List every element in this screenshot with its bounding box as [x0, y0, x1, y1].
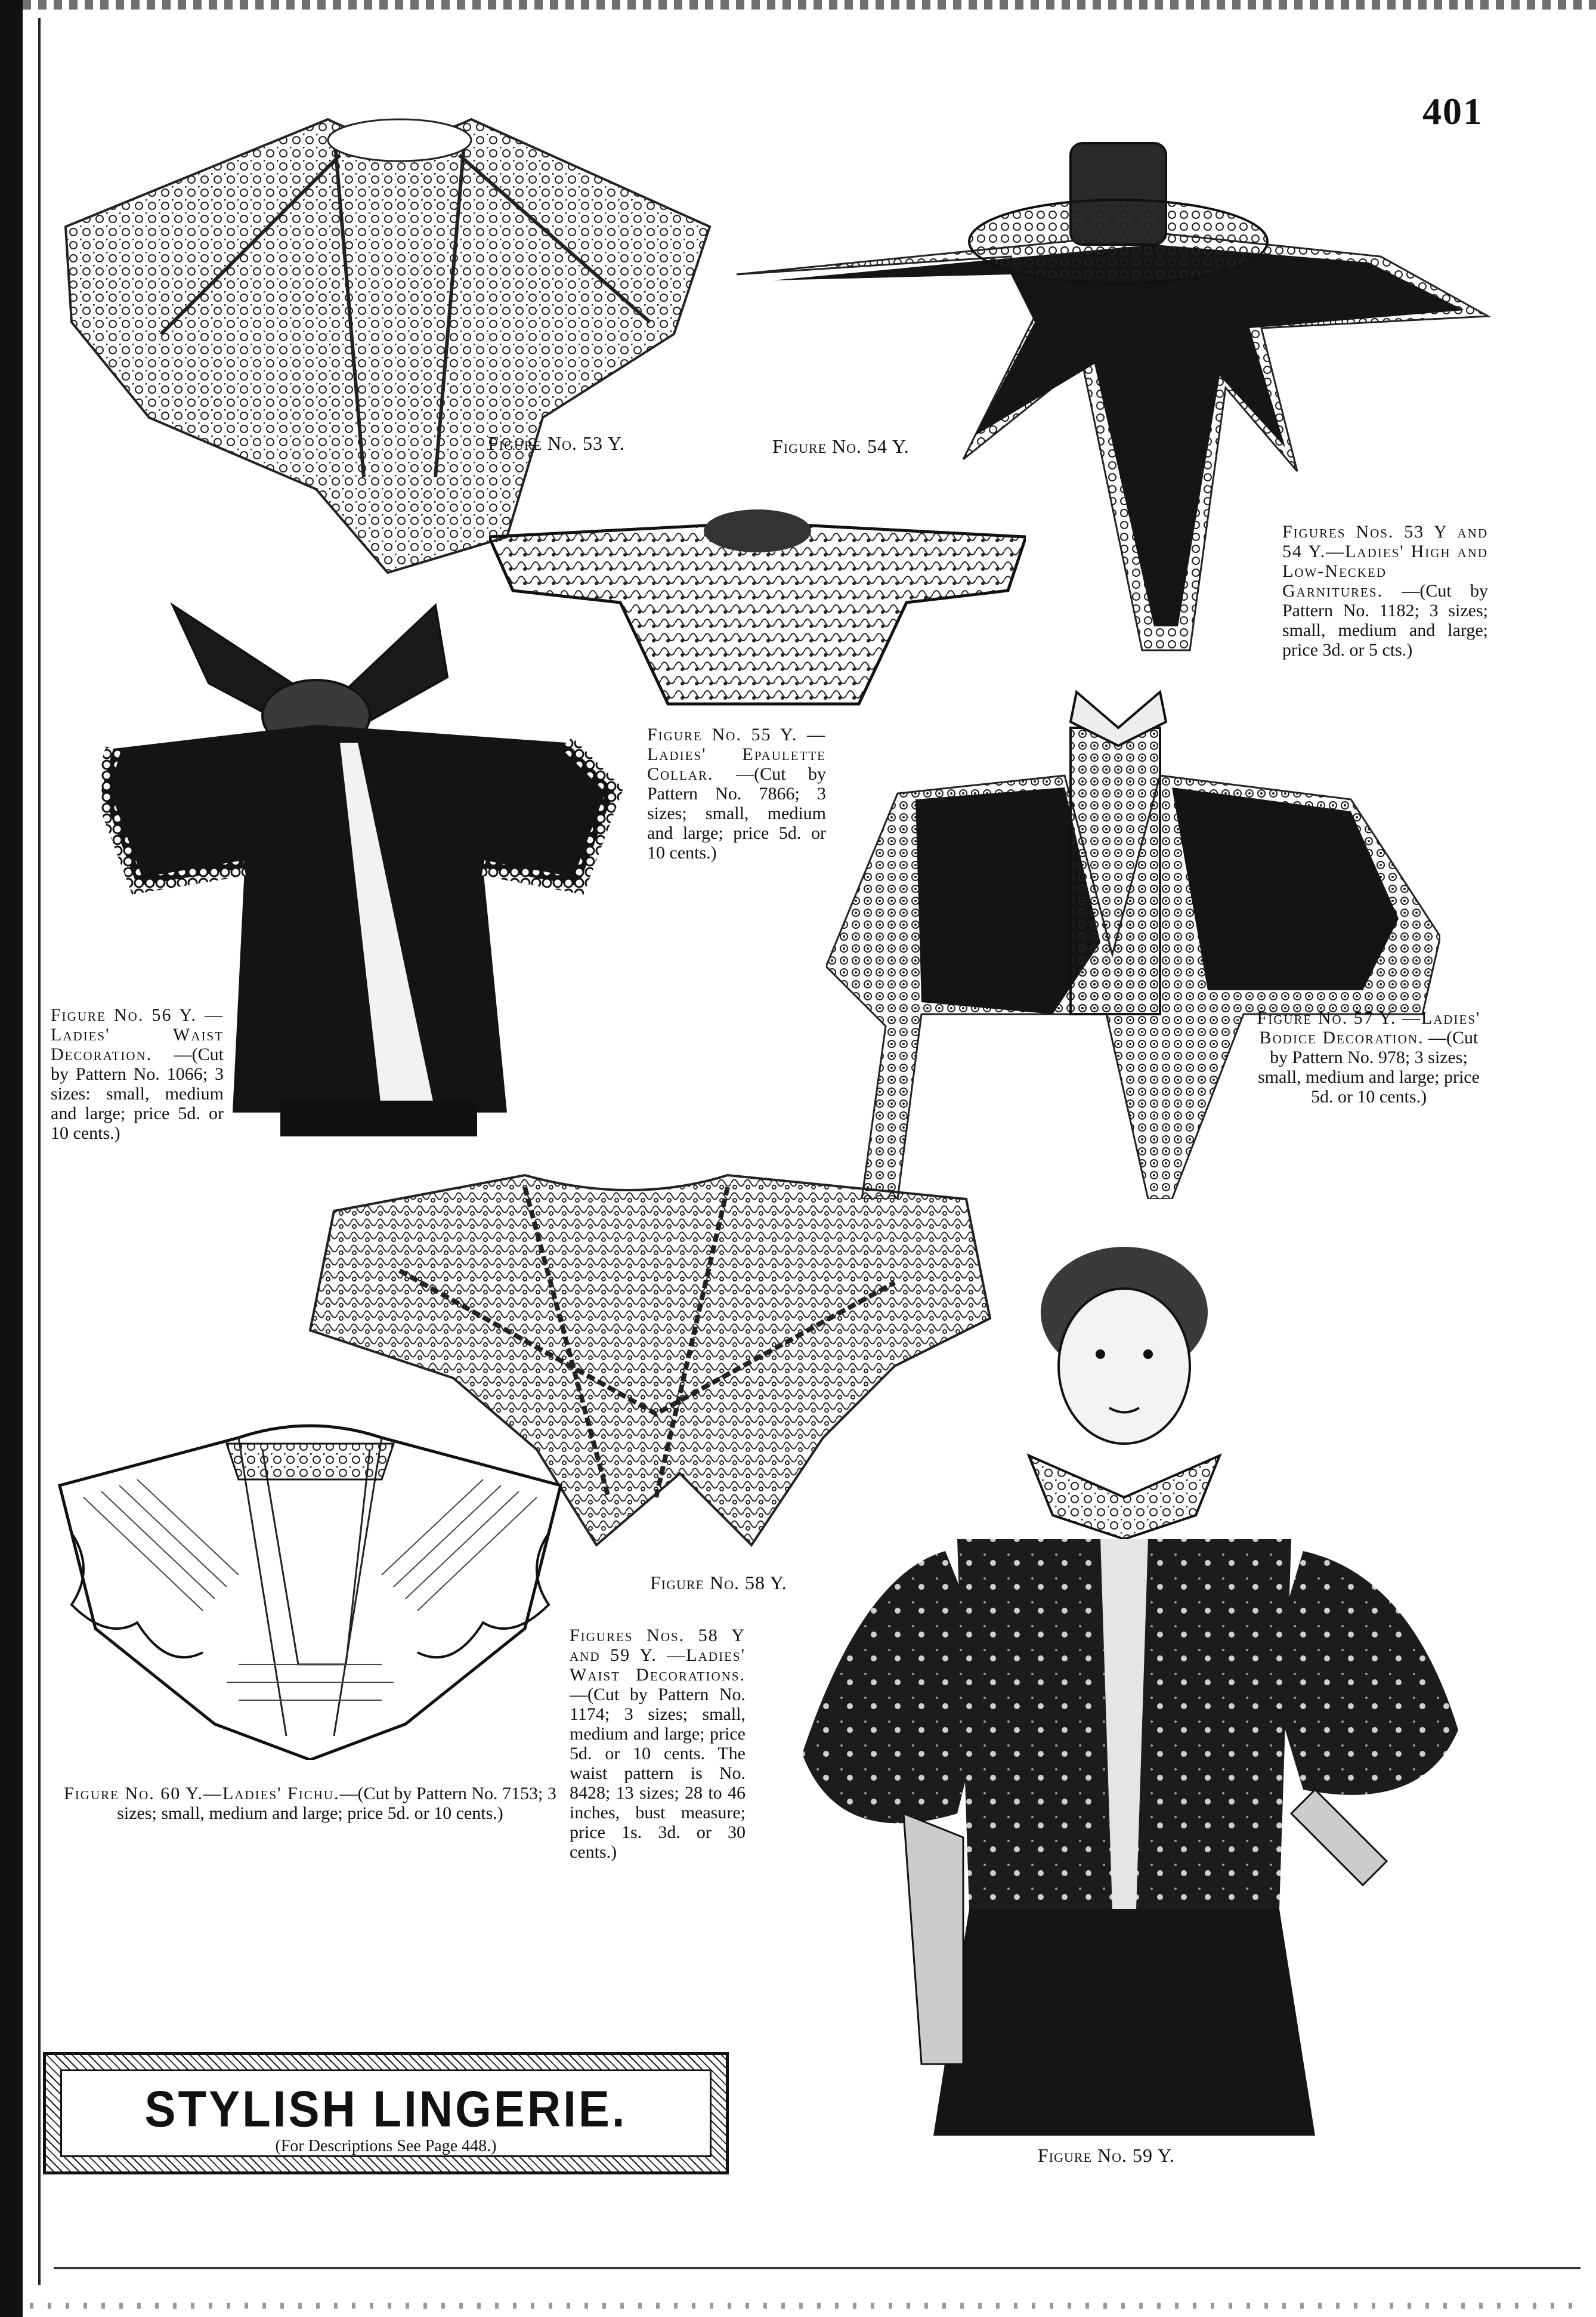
figures-58-59-heading: Figures Nos. 58 Y and 59 Y. —Ladies' Waist Decorations. — [570, 1626, 746, 1685]
title-box — [43, 2052, 729, 2174]
figure-57-body: —(Cut by Pattern No. 978; 3 sizes; small, medium and large; price 5d. or 10 cents.) — [1258, 1028, 1480, 1107]
bottom-edge — [30, 2303, 1580, 2309]
bottom-rule — [54, 2267, 1580, 2269]
page-title: STYLISH LINGERIE. — [144, 2080, 627, 2138]
figures-53-54-description — [1282, 522, 1488, 660]
figure-56-description — [51, 1005, 224, 1143]
figure-60-description — [48, 1784, 573, 1823]
figure-54-caption: Figure No. 54 Y. — [772, 435, 910, 457]
figure-55-heading: Figure No. 55 Y. —Ladies' Epaulette Collar. — [647, 725, 826, 784]
figure-57-heading: Figure No. 57 Y. —Ladies' Bodice Decoration. — [1257, 1008, 1481, 1048]
inner-margin-rule — [38, 18, 41, 2285]
figure-56-body: —(Cut by Pattern No. 1066; 3 sizes: small, medium and large; price 5d. or 10 cents.) — [51, 1045, 224, 1143]
figure-55-description — [647, 725, 826, 863]
figure-60-body: —(Cut by Pattern No. 7153; 3 sizes; small, medium and large; price 5d. or 10 cents.) — [117, 1784, 556, 1823]
figure-59-illustration — [766, 1217, 1482, 2136]
figure-57-description — [1252, 1008, 1485, 1107]
figure-55-body: —(Cut by Pattern No. 7866; 3 sizes; small, medium and large; price 5d. or 10 cents.) — [647, 764, 826, 863]
figure-56-heading: Figure No. 56 Y. —Ladies' Waist Decoration. — [51, 1005, 224, 1064]
page-subtitle: (For Descriptions See Page 448.) — [275, 2137, 497, 2155]
figures-53-54-body: —(Cut by Pattern No. 1182; 3 sizes; small, medium and large; price 3d. or 5 cts.) — [1282, 581, 1488, 660]
figure-60-heading: Figure No. 60 Y.—Ladies' Fichu. — [64, 1784, 340, 1803]
figures-58-59-body: —(Cut by Pattern No. 1174; 3 sizes; small, medium and large; price 5d. or 10 cents. The waist pattern is No. 8428; 13 sizes; 28 to 46 inches, bust measure; price 1s. 3d. or 30 cents.) — [570, 1685, 746, 1862]
figures-58-59-description — [570, 1626, 746, 1862]
title-box-inner — [60, 2069, 712, 2157]
figure-59-caption: Figure No. 59 Y. — [1038, 2145, 1175, 2166]
top-edge — [23, 0, 1596, 10]
figures-53-54-heading: Figures Nos. 53 Y and 54 Y.—Ladies' High and Low-Necked Garnitures. — [1282, 522, 1488, 601]
figure-57-illustration — [826, 680, 1440, 1199]
page-number: 401 — [1422, 90, 1483, 132]
figure-53-caption: Figure No. 53 Y. — [488, 432, 625, 454]
left-border — [0, 0, 23, 2317]
figure-58-caption: Figure No. 58 Y. — [650, 1572, 787, 1593]
figure-60-illustration — [48, 1414, 567, 1760]
